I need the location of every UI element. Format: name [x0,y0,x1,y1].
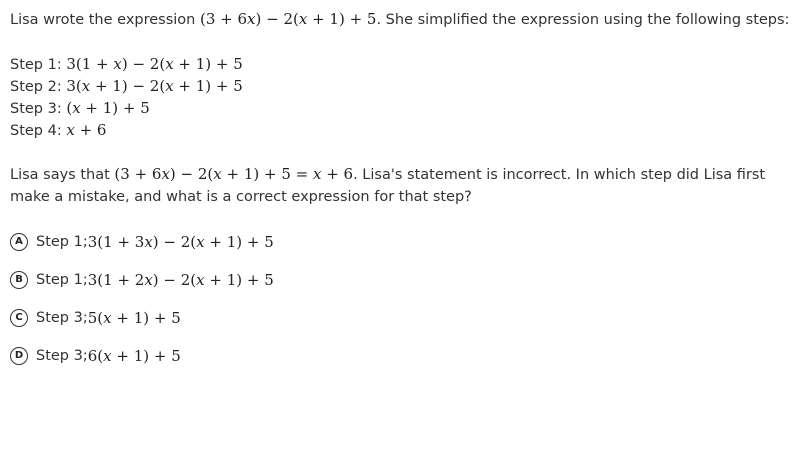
choice-b[interactable] [10,261,790,299]
choice-expression: 3(1 + 3𝑥) − 2(𝑥 + 1) + 5 [87,232,274,251]
step-label: Step 4: [10,123,67,139]
choice-label: Step 3; [36,309,88,326]
step-expression: 𝑥 + 6 [66,121,107,139]
step-label: Step 2: [10,79,67,95]
step-expression: (𝑥 + 1) + 5 [66,99,150,117]
step-label: Step 3: [10,101,67,117]
choice-label: Step 1; [36,233,88,250]
step-expression: 3(1 + 𝑥) − 2(𝑥 + 1) + 5 [66,55,243,73]
choice-c-letter: C [10,309,28,327]
choice-d[interactable] [10,337,790,375]
question-expression: (3 + 6𝑥) − 2(𝑥 + 1) + 5 = 𝑥 + 6 [114,165,354,183]
question-pre: Lisa says that [10,167,115,183]
choice-a[interactable] [10,223,790,261]
step-2 [10,75,790,97]
step-3 [10,97,790,119]
steps-list [10,53,790,141]
intro-expression: (3 + 6𝑥) − 2(𝑥 + 1) + 5 [199,10,377,28]
choice-b-letter: B [10,271,28,289]
step-expression: 3(𝑥 + 1) − 2(𝑥 + 1) + 5 [66,77,243,95]
step-1 [10,53,790,75]
intro-text [10,8,790,31]
intro-post: . She simplified the expression using the following steps: [376,12,790,28]
step-4 [10,119,790,141]
choice-d-letter: D [10,347,28,365]
choice-label: Step 3; [36,347,88,364]
choice-expression: 3(1 + 2𝑥) − 2(𝑥 + 1) + 5 [87,270,274,289]
question-post: . Lisa's statement is incorrect. In which step did Lisa first make a mistake, and what is a correct expression for that step? [10,167,766,205]
choice-label: Step 1; [36,271,88,288]
question-text [10,163,790,208]
choice-expression: 6(𝑥 + 1) + 5 [87,346,181,365]
intro-pre: Lisa wrote the expression [10,12,200,28]
answer-choices [10,223,790,375]
step-label: Step 1: [10,57,67,73]
choice-a-letter: A [10,233,28,251]
choice-expression: 5(𝑥 + 1) + 5 [87,308,181,327]
choice-c[interactable] [10,299,790,337]
